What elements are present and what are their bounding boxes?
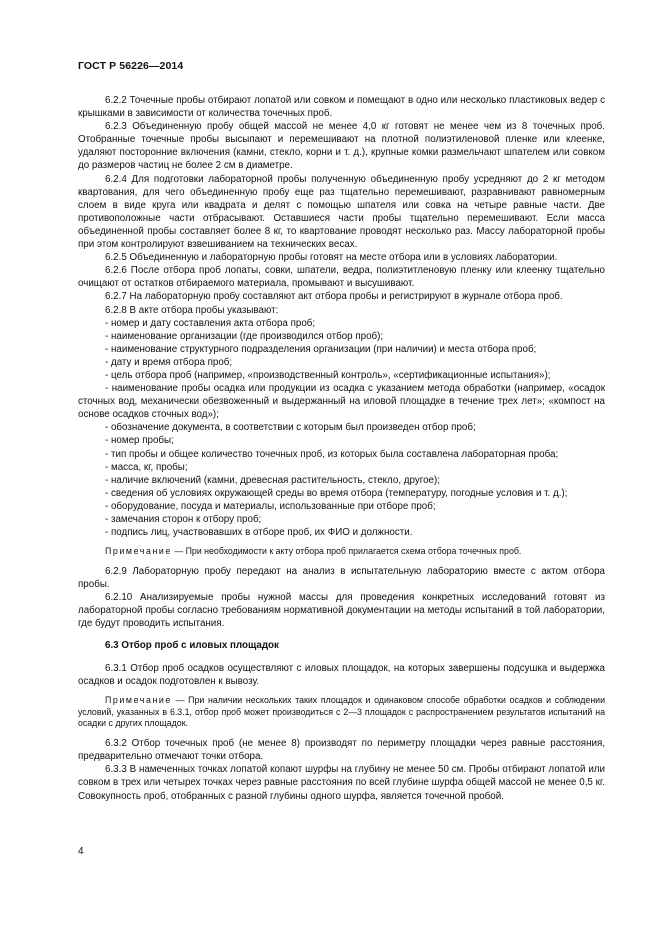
paragraph-6-2-6: 6.2.6 После отбора проб лопаты, совки, шпатели, ведра, полиэтитленовую пленку или клеенку тщательно очищают от остатков отбираемого материала, промывают и высушивают.	[78, 265, 605, 290]
note-1	[78, 546, 605, 558]
note-2	[78, 695, 605, 730]
section-title-6-3: 6.3 Отбор проб с иловых площадок	[105, 640, 279, 652]
paragraph-6-2-10: 6.2.10 Анализируемые пробы нужной массы для проведения конкретных исследований готовят из лабораторной пробы согласно требованиям нормативной документации на методы испытаний в той лаборатории, где будут проводить испытания.	[78, 592, 605, 630]
paragraph-6-3-1: 6.3.1 Отбор проб осадков осуществляют с иловых площадок, на которых завершены подсушка и выдержка осадков и осадок подготовлен к вывозу.	[78, 662, 605, 687]
page-number: 4	[78, 846, 84, 857]
list-item: - масса, кг, пробы;	[105, 461, 188, 473]
paragraph-6-2-5: 6.2.5 Объединенную и лабораторную пробы готовят на месте отбора или в условиях лаборатории.	[105, 252, 558, 264]
list-item: - замечания сторон к отбору проб;	[105, 514, 262, 525]
list-item: - номер и дату составления акта отбора проб;	[105, 317, 316, 329]
standard-header: ГОСТ Р 56226—2014	[78, 60, 184, 72]
list-item: - тип пробы и общее количество точечных проб, из которых была составлена лабораторная проба;	[105, 448, 559, 460]
note-label: Примечание	[105, 546, 172, 557]
act-contents-list	[78, 317, 605, 540]
list-item: - наименование пробы осадка или продукции из осадка с указанием метода обработки (например, «осадок сточных вод, механически обезвоженный и выдержанный на иловой площадке в течение трех лет»; «компост на основе осадков сточных вод»);	[78, 383, 605, 421]
paragraph-6-3-3: 6.3.3 В намеченных точках лопатой копают шурфы на глубину не менее 50 см. Пробы отбирают лопатой или совком в трех или четырех точках через равные расстояния по всей глубине шурфа общей массой не менее 0,5 кг. Совокупность проб, отобранных с разной глубины одного шурфа, является точечной пробой.	[78, 764, 605, 802]
document-body	[78, 94, 605, 803]
list-item: - наименование организации (где производился отбор проб);	[105, 330, 384, 342]
paragraph-6-2-2: 6.2.2 Точечные пробы отбирают лопатой или совком и помещают в одно или несколько пластиковых ведер с крышками в зависимости от количества точечных проб.	[78, 95, 605, 120]
paragraph-6-3-2: 6.3.2 Отбор точечных проб (не менее 8) производят по периметру площадки через равные расстояния, предварительно отмечают точки отбора.	[78, 738, 605, 763]
note-label: Примечание	[105, 694, 172, 705]
list-item: - обозначение документа, в соответствии с которым был произведен отбор проб;	[105, 422, 476, 434]
paragraph-6-2-9: 6.2.9 Лабораторную пробу передают на анализ в испытательную лабораторию вместе с актом отбора пробы.	[78, 565, 605, 591]
note-text: — При необходимости к акту отбора проб прилагается схема отбора точечных проб.	[171, 546, 522, 557]
list-item: - номер пробы;	[105, 435, 174, 447]
list-item: - цель отбора проб (например, «производственный контроль», «сертификационные испытания»);	[105, 369, 551, 381]
list-item: - наименование структурного подразделения организации (при наличии) и места отбора проб;	[105, 343, 537, 355]
list-item: - подпись лиц, участвовавших в отборе проб, их ФИО и должности.	[105, 527, 413, 539]
list-item: - сведения об условиях окружающей среды во время отбора (температуру, погодные условия и т. д.);	[105, 487, 568, 499]
list-item: - дату и время отбора проб;	[105, 356, 233, 368]
paragraph-6-2-8: 6.2.8 В акте отбора пробы указывают:	[105, 304, 279, 316]
paragraph-6-2-3: 6.2.3 Объединенную пробу общей массой не менее 4,0 кг готовят не менее чем из 8 точечных проб. Отобранные точечные пробы высыпают и перемешивают на плотной полиэтиленовой пленке или клеенке, удаляют посторонние включения (камни, стекло, корни и т. д.), крупные комки размельчают шпателем или совком до размеров частиц не более 2 см в диаметре.	[78, 121, 605, 172]
paragraph-6-2-4: 6.2.4 Для подготовки лабораторной пробы полученную объединенную пробу усредняют до 2 кг методом квартования, для чего объединенную пробу еще раз тщательно перемешивают, разравнивают равномерным слоем в виде круга или квадрата и делят с помощью шпателя или совка на четыре равные части. Две противоположные части отбрасывают. Оставшиеся части пробы тщательно перемешивают. Если масса объединенной пробы составляет более 8 кг, то квартование проводят несколько раз. Массу лабораторной пробы при этом контролируют взвешиванием на технических весах.	[78, 173, 605, 251]
note-text: — При наличии нескольких таких площадок и одинаковом способе обработки осадков и соблюдении условий, указанных в 6.3.1, отбор проб может производиться с 2—3 площадок с распространением результатов испытаний на осадки с других площадок.	[78, 694, 605, 729]
list-item: - наличие включений (камни, древесная растительность, стекло, другое);	[105, 474, 440, 486]
paragraph-6-2-7: 6.2.7 На лабораторную пробу составляют акт отбора пробы и регистрируют в журнале отбора проб.	[105, 291, 563, 303]
list-item: - оборудование, посуда и материалы, использованные при отборе проб;	[105, 500, 436, 512]
